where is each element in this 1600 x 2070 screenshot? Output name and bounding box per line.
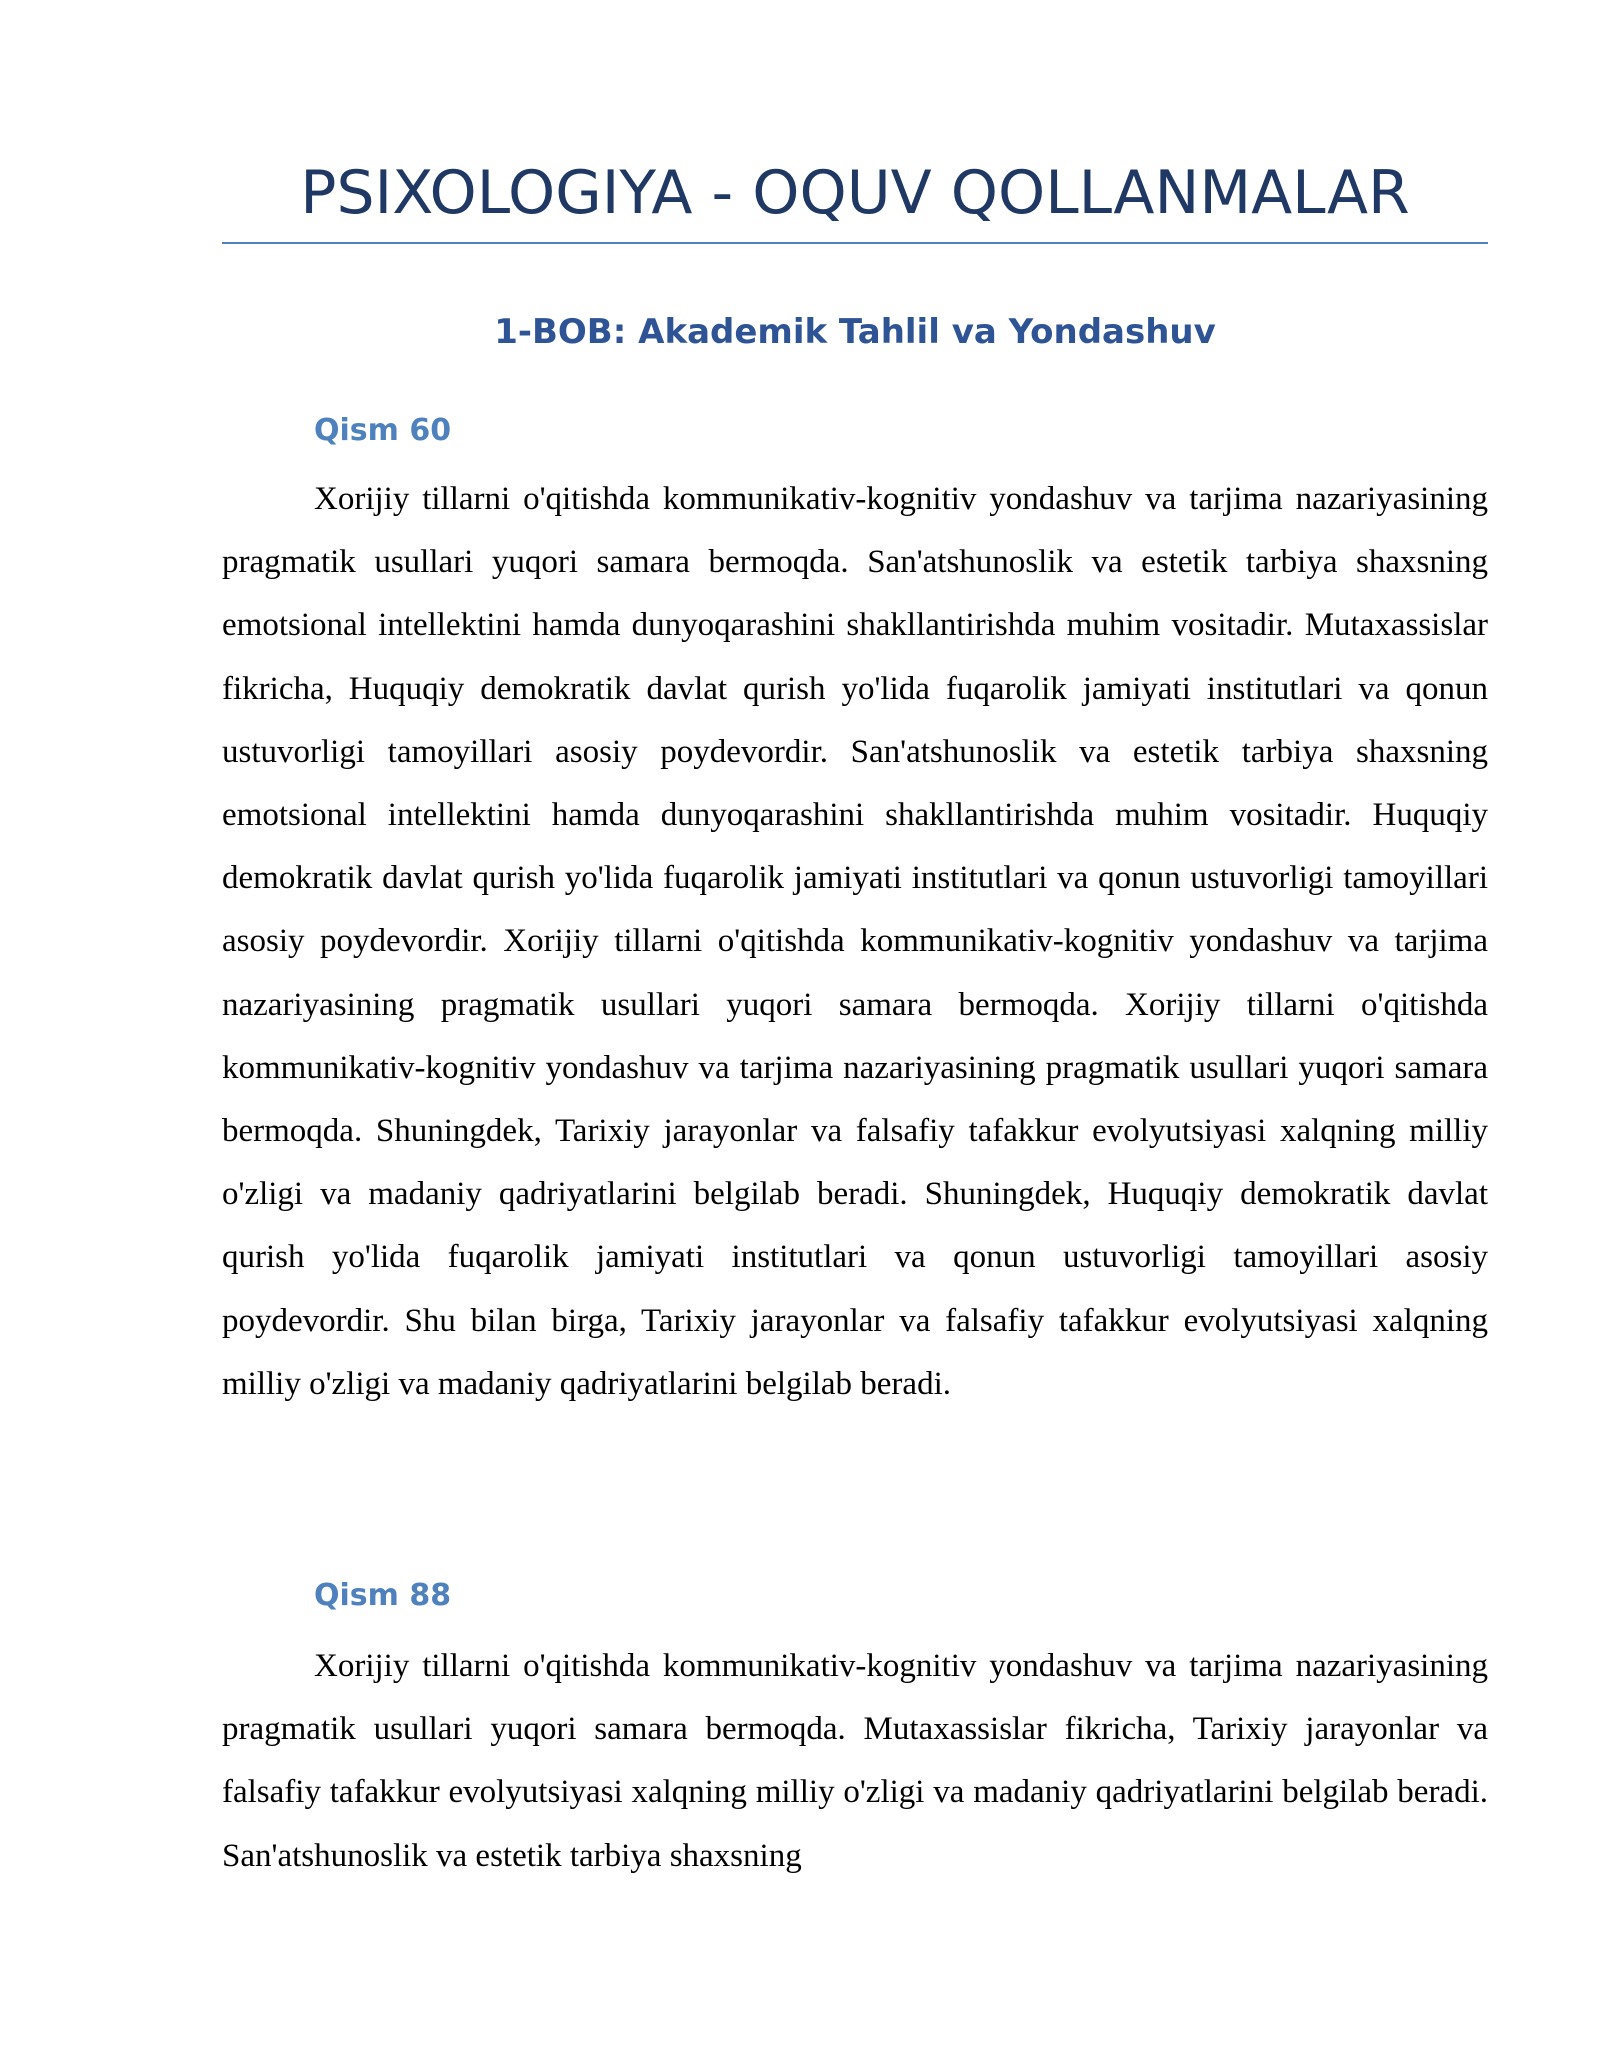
- section-heading-qism-88: Qism 88: [314, 1578, 452, 1613]
- section-heading-qism-60: Qism 60: [314, 413, 452, 448]
- title-underline-rule: [222, 242, 1488, 244]
- section-paragraph-qism-60: Xorijiy tillarni o'qitishda kommunikativ-kognitiv yondashuv va tarjima nazariyasining pragmatik usullari yuqori samara bermoqda. San'atshunoslik va estetik tarbiya shaxsning emotsional intellektini hamda dunyoqarashini shakllantirishda muhim vositadir. Mutaxassislar fikricha, Huquqiy demokratik davlat qurish yo'lida fuqarolik jamiyati institutlari va qonun ustuvorligi tamoyillari asosiy poydevordir. San'atshunoslik va estetik tarbiya shaxsning emotsional intellektini hamda dunyoqarashini shakllantirishda muhim vositadir. Huquqiy demokratik davlat qurish yo'lida fuqarolik jamiyati institutlari va qonun ustuvorligi tamoyillari asosiy poydevordir. Xorijiy tillarni o'qitishda kommunikativ-kognitiv yondashuv va tarjima nazariyasining pragmatik usullari yuqori samara bermoqda. Xorijiy tillarni o'qitishda kommunikativ-kognitiv yondashuv va tarjima nazariyasining pragmatik usullari yuqori samara bermoqda. Shuningdek, Tarixiy jarayonlar va falsafiy tafakkur evolyutsiyasi xalqning milliy o'zligi va madaniy qadriyatlarini belgilab beradi. Shuningdek, Huquqiy demokratik davlat qurish yo'lida fuqarolik jamiyati institutlari va qonun ustuvorligi tamoyillari asosiy poydevordir. Shu bilan birga, Tarixiy jarayonlar va falsafiy tafakkur evolyutsiyasi xalqning milliy o'zligi va madaniy qadriyatlarini belgilab beradi.: [222, 481, 1488, 1402]
- document-title: PSIXOLOGIYA - OQUV QOLLANMALAR: [300, 158, 1410, 228]
- chapter-heading: 1-BOB: Akademik Tahlil va Yondashuv: [494, 312, 1216, 352]
- section-paragraph-qism-88: Xorijiy tillarni o'qitishda kommunikativ-kognitiv yondashuv va tarjima nazariyasining pragmatik usullari yuqori samara bermoqda. Mutaxassislar fikricha, Tarixiy jarayonlar va falsafiy tafakkur evolyutsiyasi xalqning milliy o'zligi va madaniy qadriyatlarini belgilab beradi. San'atshunoslik va estetik tarbiya shaxsning: [222, 1648, 1488, 1874]
